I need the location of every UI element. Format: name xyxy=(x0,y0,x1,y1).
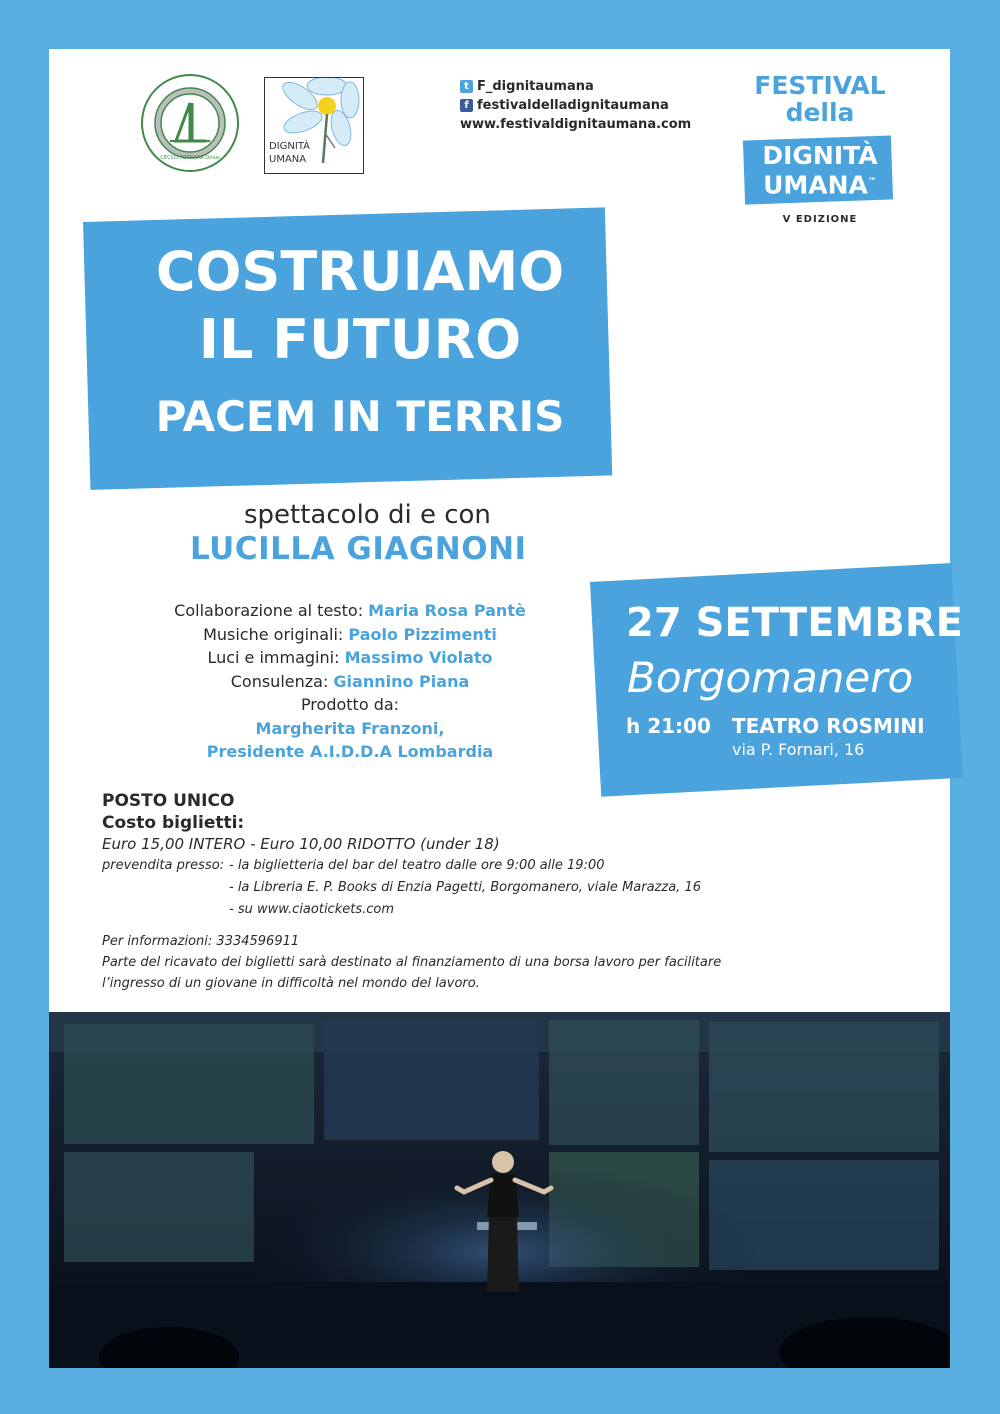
dignita-label-1: DIGNITÀ xyxy=(269,141,311,152)
credit-line xyxy=(150,623,550,647)
note-line-1: Parte del ricavato dei biglietti sarà destinato al finanziamento di una borsa lavoro per facilitare xyxy=(102,955,722,970)
facebook-link[interactable] xyxy=(460,96,691,115)
festival-line-2: della xyxy=(785,98,855,127)
association-logo xyxy=(140,73,240,173)
presale-item: - la biglietteria del bar del teatro dalle ore 9:00 alle 19:00 xyxy=(229,858,605,873)
produced-label: Prodotto da: xyxy=(300,695,400,714)
presale-item: - la Libreria E. P. Books di Enzia Pagetti, Borgomanero, viale Marazza, 16 xyxy=(229,880,701,895)
producer-name-1: Margherita Franzoni, xyxy=(255,718,445,738)
festival-logo xyxy=(740,71,900,225)
dignita-umana-logo xyxy=(264,77,364,174)
stage-scene-image xyxy=(49,1012,950,1368)
facebook-icon: f xyxy=(460,99,473,112)
credit-label: Luci e immagini: xyxy=(207,648,345,667)
credit-name: Giannino Piana xyxy=(333,671,470,691)
twitter-link[interactable] xyxy=(460,77,691,96)
tickets-heading-2: Costo biglietti: xyxy=(102,813,245,833)
social-links xyxy=(460,77,691,134)
credit-name: Massimo Violato xyxy=(344,648,493,667)
website-link[interactable] xyxy=(460,115,691,134)
festival-line-3: DIGNITÀ xyxy=(762,141,878,170)
website-url: www.festivaldignitaumana.com xyxy=(460,117,692,132)
event-address: via P. Fornari, 16 xyxy=(732,740,865,759)
credits-block xyxy=(150,599,550,764)
credit-label: Consulenza: xyxy=(230,671,334,691)
twitter-icon: t xyxy=(460,80,473,93)
presale-item: - su www.ciaotickets.com xyxy=(229,902,394,917)
event-venue: TEATRO ROSMINI xyxy=(732,714,925,738)
event-city: Borgomanero xyxy=(627,653,914,702)
info-phone: Per informazioni: 3334596911 xyxy=(102,934,300,949)
presale-label: prevendita presso: xyxy=(102,858,225,873)
credit-label: Musiche originali: xyxy=(203,624,349,644)
event-time: h 21:00 xyxy=(626,714,711,738)
twitter-handle: F_dignitaumana xyxy=(477,79,594,94)
tickets-heading-1: POSTO UNICO xyxy=(102,791,235,811)
festival-line-4-text: UMANA xyxy=(763,170,868,200)
title-line-3: PACEM IN TERRIS xyxy=(155,392,565,441)
credit-line xyxy=(150,646,550,670)
stage-photo xyxy=(49,1012,950,1368)
show-intro: spettacolo di e con xyxy=(244,500,491,530)
credit-name: Paolo Pizzimenti xyxy=(348,624,497,644)
credit-name: Maria Rosa Pantè xyxy=(368,601,526,620)
tickets-heading xyxy=(102,790,244,834)
facebook-handle: festivaldelladignitaumana xyxy=(477,98,669,113)
festival-line-4 xyxy=(740,169,900,198)
festival-edition: V EDIZIONE xyxy=(782,214,858,225)
producer-name-2: Presidente A.I.D.D.A Lombardia xyxy=(206,742,494,761)
title-line-2: IL FUTURO xyxy=(198,308,522,371)
association-bottom-text: CECCO FORNARA Onlus xyxy=(160,155,220,161)
event-date: 27 SETTEMBRE xyxy=(626,600,963,646)
producer-role xyxy=(150,740,550,764)
credit-line xyxy=(150,670,550,694)
dignita-label-2: UMANA xyxy=(269,154,307,165)
festival-line-1: FESTIVAL xyxy=(754,71,886,100)
note-line-2: l’ingresso di un giovane in difficoltà nel mondo del lavoro. xyxy=(102,976,480,991)
title-line-1: COSTRUIAMO xyxy=(155,240,565,303)
credit-label: Collaborazione al testo: xyxy=(174,601,369,620)
producer-name xyxy=(150,717,550,741)
ticket-prices: Euro 15,00 INTERO - Euro 10,00 RIDOTTO (under 18) xyxy=(102,835,500,853)
performer-name: LUCILLA GIAGNONI xyxy=(190,531,527,567)
trademark-mark: ™ xyxy=(867,177,877,187)
credit-line xyxy=(150,599,550,623)
